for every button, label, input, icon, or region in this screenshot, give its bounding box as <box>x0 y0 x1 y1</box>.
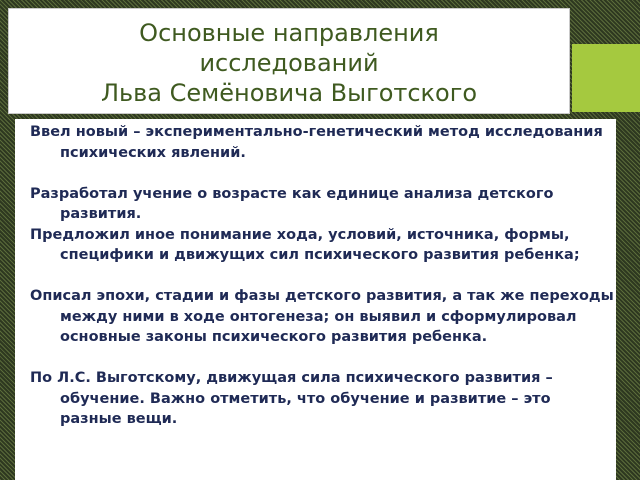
slide-title-line-1: Основные направления <box>139 19 439 47</box>
paragraph-learning-driving-force: По Л.С. Выготскому, движущая сила психического развития – обучение. Важно отметить, что обучение и развитие – это разные вещи. <box>30 370 553 427</box>
paragraph-development-understanding: Предложил иное понимание хода, условий, источника, формы, специфики и движущих сил психического развития ребенка; <box>30 226 580 263</box>
slide-title-line-3: Льва Семёновича Выготского <box>100 79 478 107</box>
slide-title-line-2: исследований <box>199 49 379 77</box>
slide-title-box <box>8 8 570 114</box>
paragraph-epochs-stages: Описал эпохи, стадии и фазы детского развития, а так же переходы между ними в ходе онтогенеза; он выявил и сформулировал основные законы психического развития ребенка. <box>30 288 614 345</box>
paragraph-method: Ввел новый – экспериментально-генетический метод исследования психических явлений. <box>30 124 603 161</box>
paragraph-age-theory: Разработал учение о возрасте как единице анализа детского развития. <box>30 185 554 222</box>
slide-content-box <box>15 119 616 480</box>
green-accent-square <box>572 44 640 112</box>
